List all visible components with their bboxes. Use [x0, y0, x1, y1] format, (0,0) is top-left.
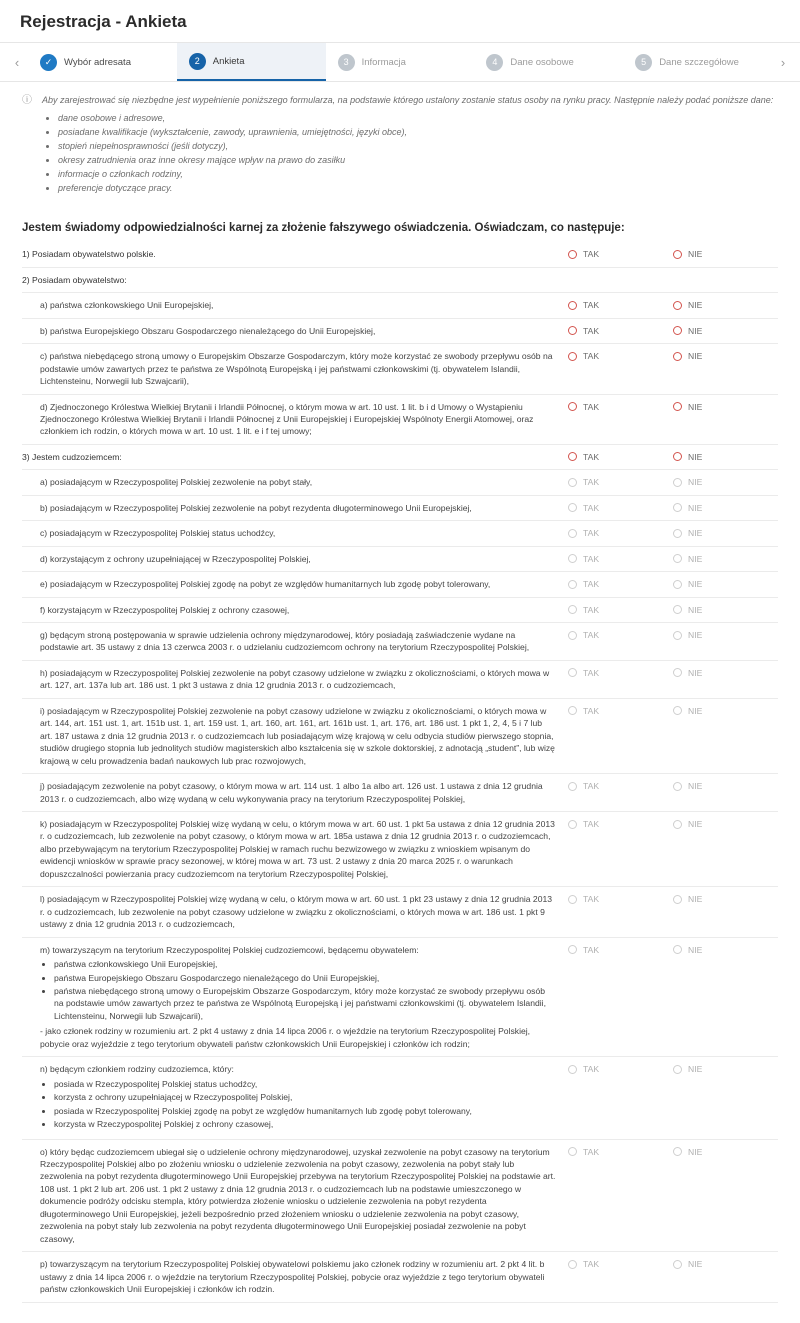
radio-circle-icon [568, 301, 577, 310]
radio-q3l-no [673, 894, 778, 904]
radio-circle-icon [568, 605, 577, 614]
radio-q1-yes[interactable] [568, 249, 673, 259]
question-options [568, 350, 778, 361]
wizard-stepper [0, 42, 800, 82]
question-text: d) Zjednoczonego Królestwa Wielkiej Brytanii i Irlandii Północnej, o którym mowa w art. 10 ust. 1 lit. b i d Umowy o Wystąpieniu Zjednoczonego Królestwa Wielkiej Brytanii i Irlandii Północnej z Unii Europejskiej i Europejskiej Wspólnoty Energii Atomowej, oraz członkiem ich rodzin, o których mowa w art. 10 ust. 1 lit. e i f tej umowy; [40, 401, 534, 437]
radio-circle-icon [673, 478, 682, 487]
question-row [22, 812, 778, 887]
question-text: l) posiadającym w Rzeczypospolitej Polskiej wizę wydaną w celu, o którym mowa w art. 60 ust. 1 pkt 23 ustawy z dnia 12 grudnia 2013 r. o cudzoziemcach, lub zezwolenie na pobyt czasowy udzielone w związku z okolicznościami, o których mowa w art. 186 ust. 1 pkt 9 ustawy z dnia 12 grudnia 2013 r. o cudzoziemcach, [40, 894, 553, 930]
question-text: m) towarzyszącym na terytorium Rzeczypospolitej Polskiej cudzoziemcowi, będącemu obywatelem: • państwa członkowskiego Unii Europejskiej, • państwa Europejskiego Obszaru Gospodarczego nienależącego do Unii Europejskiej, • państwa niebędącego stroną umowy o Europejskim Obszarze Gospodarczym, który może korzystać ze swobody przepływu osób na podstawie umów zawartych przez te państwa ze Wspólnotą Europejską i jej państwami członkowskimi (tj. obywatelem Islandii, Lichtensteinu, Norwegii lub Szwajcarii), - jako członek rodziny w rozumieniu art. 2 pkt 4 ustawy z dnia 14 lipca 2006 r. o wjeździe na terytorium Rzeczypospolitej Polskiej, pobycie oraz wyjeździe z tego terytorium obywateli państw członkowskich Unii Europejskiej i członków ich rodzin; [22, 944, 568, 1051]
radio-label: TAK [583, 401, 600, 412]
info-note-body [42, 94, 773, 196]
radio-q3o-no [673, 1147, 778, 1157]
radio-label: NIE [688, 553, 703, 564]
question-sublist-item: • państwa Europejskiego Obszaru Gospodarczego nienależącego do Unii Europejskiej, [54, 972, 556, 984]
question-options [568, 1146, 778, 1157]
info-note-item: • stopień niepełnosprawności (jeśli dotyczy), [58, 140, 773, 153]
radio-label: TAK [583, 944, 600, 955]
radio-label: TAK [583, 705, 600, 716]
step-label-1: Wybór adresata [64, 56, 131, 68]
radio-q3n-no [673, 1064, 778, 1074]
radio-circle-icon [568, 529, 577, 538]
radio-label: TAK [583, 1064, 600, 1075]
radio-circle-icon [568, 945, 577, 954]
radio-q2a-yes[interactable] [568, 300, 673, 310]
info-note-list [42, 112, 773, 195]
radio-circle-icon [568, 706, 577, 715]
radio-circle-icon [673, 820, 682, 829]
question-text: j) posiadającym zezwolenie na pobyt czasowy, o którym mowa w art. 114 ust. 1 albo 1a albo art. 126 ust. 1 ustawa z dnia 12 grudnia 2013 r. o cudzoziemcach, albo wizę wydaną w celu wykonywania pracy na terytorium Rzeczypospolitej Polskiej, [40, 781, 543, 804]
declaration-heading: Jestem świadomy odpowiedzialności karnej za złożenie fałszywego oświadczenia. Oświadczam, co następuje: [22, 222, 625, 235]
radio-label: NIE [688, 351, 703, 362]
radio-label: NIE [688, 1259, 703, 1270]
radio-circle-icon [568, 580, 577, 589]
radio-q3p-yes [568, 1259, 673, 1269]
question-row [22, 572, 778, 597]
radio-label: TAK [583, 819, 600, 830]
page-title: Rejestracja - Ankieta [20, 12, 187, 31]
radio-label: NIE [688, 325, 703, 336]
question-text: b) posiadającym w Rzeczypospolitej Polskiej zezwolenie na pobyt rezydenta długoterminowego Unii Europejskiej, [40, 502, 472, 513]
radio-circle-icon [673, 554, 682, 563]
question-row [22, 774, 778, 812]
radio-q3-yes[interactable] [568, 452, 673, 462]
radio-label: NIE [688, 630, 703, 641]
radio-q3c-yes [568, 528, 673, 538]
question-row [22, 1057, 778, 1139]
question-row [22, 521, 778, 546]
question-options [568, 893, 778, 904]
question-sublist-item: • państwa niebędącego stroną umowy o Europejskim Obszarze Gospodarczym, który może korzystać ze swobody przepływu osób na podstawie umów zawartych przez te państwa ze Wspólnotą Europejską i jej państwami członkowskimi (tj. obywatelem Islandii, Lichtensteinu, Norwegii lub Szwajcarii), [54, 985, 556, 1022]
radio-label: TAK [583, 502, 600, 513]
question-sublist-item: • korzysta w Rzeczypospolitej Polskiej z ochrony czasowej, [54, 1118, 556, 1130]
radio-q2a-no[interactable] [673, 300, 778, 310]
radio-q3l-yes [568, 894, 673, 904]
question-text: e) posiadającym w Rzeczypospolitej Polskiej zgodę na pobyt ze względów humanitarnych lub zgodę pobyt tolerowany, [40, 579, 491, 590]
question-row [22, 496, 778, 521]
radio-q3j-no [673, 781, 778, 791]
question-row [22, 319, 778, 344]
question-options [568, 451, 778, 462]
radio-label: NIE [688, 667, 703, 678]
radio-q3a-no [673, 477, 778, 487]
question-row [22, 1140, 778, 1253]
radio-label: NIE [688, 819, 703, 830]
question-options [568, 325, 778, 336]
question-options [568, 667, 778, 678]
question-row [22, 445, 778, 470]
question-options [568, 1258, 778, 1269]
question-text: o) który będąc cudzoziemcem ubiegał się o udzielenie ochrony międzynarodowej, uzyskał zezwolenie na pobyt czasowy na terytorium Rzeczypospolitej Polskiej albo po złożeniu wniosku o udzielenie zezwolenia na pobyt czasowy, zezwolenia na pobyt stały lub zezwolenia na pobyt rezydenta długoterminowego Unii Europejskiej przebywa na terytorium Rzeczypospolitej Polskiej na podstawie art. 108 ust. 1 pkt 2 lub art. 206 ust. 1 pkt 2 ustawy z dnia 12 grudnia 2013 r. o cudzoziemcach lub na podstawie umieszczonego w dokumencie podróży odcisku stempla, który potwierdza złożenie wniosku o udzielenie zezwolenia na pobyt rezydenta długoterminowego Unii Europejskiej, jeżeli bezpośrednio przed złożeniem wniosku o udzielenie zezwolenia na pobyt czasowy, zezwolenia na pobyt stały lub zezwolenia na pobyt rezydenta długoterminowego Unii Europejskiej posiadał zezwolenie na pobyt czasowy, [40, 1146, 556, 1244]
info-note-item: • dane osobowe i adresowe, [58, 112, 773, 125]
question-sublist-item: • posiada w Rzeczypospolitej Polskiej status uchodźcy, [54, 1078, 556, 1090]
info-note-item: • informacje o członkach rodziny, [58, 168, 773, 181]
radio-circle-icon [568, 402, 577, 411]
radio-circle-icon [673, 352, 682, 361]
radio-label: TAK [583, 579, 600, 590]
step-badge-4: 4 [486, 54, 503, 71]
step-badge-3: 3 [338, 54, 355, 71]
radio-circle-icon [673, 529, 682, 538]
radio-label: TAK [583, 630, 600, 641]
question-row [22, 623, 778, 661]
radio-circle-icon [673, 631, 682, 640]
radio-circle-icon [568, 326, 577, 335]
radio-label: NIE [688, 579, 703, 590]
question-sublist [40, 958, 556, 1022]
question-sublist-item: • posiada w Rzeczypospolitej Polskiej zgodę na pobyt ze względów humanitarnych lub zgodę pobyt tolerowany, [54, 1105, 556, 1117]
radio-circle-icon [673, 1065, 682, 1074]
info-note [0, 82, 800, 200]
step-label-2: Ankieta [212, 55, 245, 67]
question-text: p) towarzyszącym na terytorium Rzeczypospolitej Polskiej obywatelowi polskiemu jako członek rodziny w rozumieniu art. 2 pkt 4 lit. b ustawy z dnia 14 lipca 2006 r. o wjeździe na terytorium Rzeczypospolitej Polskiej, pobycie oraz wyjeździe z tego terytorium obywateli państw członkowskich Unii Europejskiej i członków ich rodzin. [40, 1259, 545, 1295]
radio-q3i-yes [568, 706, 673, 716]
question-text: d) korzystającym z ochrony uzupełniającej w Rzeczypospolitej Polskiej, [40, 553, 311, 564]
question-text: a) posiadającym w Rzeczypospolitej Polskiej zezwolenie na pobyt stały, [40, 477, 313, 488]
info-note-item: • okresy zatrudnienia oraz inne okresy mające wpływ na prawo do zasiłku [58, 154, 773, 167]
radio-q3-no[interactable] [673, 452, 778, 462]
step-badge-5: 5 [635, 54, 652, 71]
question-text: a) państwa członkowskiego Unii Europejskiej, [40, 300, 214, 311]
question-row [22, 1252, 778, 1302]
question-text: c) państwa niebędącego stroną umowy o Europejskim Obszarze Gospodarczym, który może korzystać ze swobody przepływu osób na podstawie umów zawartych przez te państwa ze Wspólnotą Europejską i jej państwami członkowskimi (tj. obywatelem Islandii, Lichtensteinu, Norwegii lub Szwajcarii), [40, 351, 553, 387]
question-row [22, 547, 778, 572]
radio-q2d-no[interactable] [673, 402, 778, 412]
radio-circle-icon [673, 945, 682, 954]
question-row [22, 395, 778, 445]
radio-q3b-no [673, 503, 778, 513]
radio-circle-icon [568, 668, 577, 677]
step-ankieta[interactable] [177, 43, 326, 81]
question-row [22, 661, 778, 699]
radio-label: TAK [583, 781, 600, 792]
question-sublist-item: • państwa członkowskiego Unii Europejskiej, [54, 958, 556, 970]
radio-q3f-no [673, 605, 778, 615]
radio-label: NIE [688, 604, 703, 615]
step-label-3: Informacja [361, 56, 406, 68]
question-text: 2) Posiadam obywatelstwo: [22, 274, 127, 285]
radio-label: TAK [583, 894, 600, 905]
question-text: c) posiadającym w Rzeczypospolitej Polskiej status uchodźcy, [40, 528, 276, 539]
radio-q3m-no [673, 945, 778, 955]
radio-q2b-yes[interactable] [568, 326, 673, 336]
radio-circle-icon [673, 1260, 682, 1269]
radio-circle-icon [673, 503, 682, 512]
radio-q2c-no[interactable] [673, 351, 778, 361]
radio-circle-icon [568, 1065, 577, 1074]
question-options [568, 274, 778, 275]
question-text: i) posiadającym w Rzeczypospolitej Polskiej zezwolenie na pobyt czasowy udzielone w związku z okolicznościami, o których mowa w art. 144, art. 151 ust. 1, art. 151b ust. 1, art. 159 ust. 1, art. 160, art. 161, art. 161b ust. 1, art. 176, art. 186 ust. 1 pkt 1, 2, 4, 5 i 7 lub art. 187 ustawa z dnia 12 grudnia 2013 r. o cudzoziemcach lub posiadającym wizę krajową w celu odbycia studiów pierwszego stopnia, studiów drugiego stopnia lub jednolitych studiów magisterskich albo kształcenia się w szkole doktorskiej, z adnotacją „student”, lub wizę krajową w celu prowadzenia badań naukowych lub prac rozwojowych, [40, 705, 555, 766]
radio-circle-icon [568, 352, 577, 361]
question-row [22, 598, 778, 623]
radio-circle-icon [673, 301, 682, 310]
question-text: g) będącym stroną postępowania w sprawie udzielenia ochrony międzynarodowej, który posiadają zaświadczenie wydane na podstawie art. 35 ustawy z dnia 13 czerwca 2003 r. o udzielaniu cudzoziemcom ochrony na terytorium Rzeczypospolitej Polskiej, [40, 630, 530, 653]
question-row [22, 242, 778, 267]
radio-circle-icon [673, 605, 682, 614]
radio-q3d-no [673, 554, 778, 564]
radio-q3j-yes [568, 781, 673, 791]
chevron-right-icon[interactable]: › [780, 54, 786, 70]
question-options [568, 629, 778, 640]
radio-label: TAK [583, 1146, 600, 1157]
radio-circle-icon [568, 631, 577, 640]
radio-q3k-no [673, 819, 778, 829]
question-row [22, 699, 778, 774]
radio-q3i-no [673, 706, 778, 716]
radio-circle-icon [568, 1260, 577, 1269]
radio-q2d-yes[interactable] [568, 402, 673, 412]
radio-q3h-yes [568, 668, 673, 678]
radio-q2b-no[interactable] [673, 326, 778, 336]
radio-q3e-no [673, 579, 778, 589]
question-options [568, 578, 778, 589]
question-options [568, 527, 778, 538]
question-text: b) państwa Europejskiego Obszaru Gospodarczego nienależącego do Unii Europejskiej, [40, 325, 376, 336]
radio-circle-icon [568, 554, 577, 563]
radio-q3d-yes [568, 554, 673, 564]
radio-label: NIE [688, 1146, 703, 1157]
radio-q3g-yes [568, 630, 673, 640]
step-list [28, 43, 772, 81]
question-options [568, 248, 778, 259]
radio-label: NIE [688, 502, 703, 513]
radio-label: NIE [688, 300, 703, 311]
radio-label: TAK [583, 667, 600, 678]
radio-label: NIE [688, 451, 703, 462]
radio-label: NIE [688, 781, 703, 792]
radio-label: TAK [583, 553, 600, 564]
question-row [22, 344, 778, 394]
question-text: n) będącym członkiem rodziny cudzoziemca, który: • posiada w Rzeczypospolitej Polskiej status uchodźcy, • korzysta z ochrony uzupełniającej w Rzeczypospolitej Polskiej, • posiada w Rzeczypospolitej Polskiej zgodę na pobyt ze względów humanitarnych lub zgodę pobyt tolerowany, • korzysta w Rzeczypospolitej Polskiej z ochrony czasowej, [22, 1063, 568, 1132]
radio-q3h-no [673, 668, 778, 678]
info-icon: ⓘ [22, 95, 32, 106]
radio-circle-icon [673, 250, 682, 259]
radio-q3b-yes [568, 503, 673, 513]
info-note-intro: Aby zarejestrować się niezbędne jest wypełnienie poniższego formularza, na podstawie którego ustalony zostanie status osoby na rynku pracy. Następnie należy podać poniższe dane: [42, 95, 774, 105]
radio-circle-icon [673, 668, 682, 677]
question-options [568, 780, 778, 791]
radio-circle-icon [568, 1147, 577, 1156]
radio-q3e-yes [568, 579, 673, 589]
radio-circle-icon [568, 895, 577, 904]
question-options [568, 604, 778, 615]
question-options [568, 818, 778, 829]
radio-circle-icon [568, 250, 577, 259]
question-options [568, 944, 778, 955]
radio-circle-icon [673, 706, 682, 715]
radio-label: NIE [688, 401, 703, 412]
question-options [568, 476, 778, 487]
radio-label: TAK [583, 249, 600, 260]
radio-circle-icon [673, 782, 682, 791]
radio-circle-icon [568, 452, 577, 461]
radio-q3g-no [673, 630, 778, 640]
step-label-5: Dane szczegółowe [659, 56, 739, 68]
radio-q3f-yes [568, 605, 673, 615]
radio-label: TAK [583, 300, 600, 311]
radio-label: TAK [583, 528, 600, 539]
radio-label: NIE [688, 894, 703, 905]
radio-label: TAK [583, 477, 600, 488]
step-informacja[interactable] [326, 43, 475, 81]
radio-label: NIE [688, 477, 703, 488]
chevron-left-icon[interactable]: ‹ [14, 54, 20, 70]
radio-label: TAK [583, 451, 600, 462]
radio-circle-icon [673, 326, 682, 335]
info-note-item: • preferencje dotyczące pracy. [58, 182, 773, 195]
question-text: 3) Jestem cudzoziemcem: [22, 451, 122, 462]
question-sublist-item: • korzysta z ochrony uzupełniającej w Rzeczypospolitej Polskiej, [54, 1091, 556, 1103]
question-row [22, 887, 778, 937]
question-options [568, 553, 778, 564]
radio-label: NIE [688, 705, 703, 716]
info-note-item: • posiadane kwalifikacje (wykształcenie, zawody, uprawnienia, umiejętności, języki obce), [58, 126, 773, 139]
question-options [568, 705, 778, 716]
radio-q3n-yes [568, 1064, 673, 1074]
radio-circle-icon [568, 503, 577, 512]
radio-q3c-no [673, 528, 778, 538]
radio-q2c-yes[interactable] [568, 351, 673, 361]
question-text: 1) Posiadam obywatelstwo polskie. [22, 249, 156, 260]
radio-circle-icon [673, 402, 682, 411]
radio-q3o-yes [568, 1147, 673, 1157]
question-options [568, 299, 778, 310]
questions-table [0, 242, 800, 1322]
radio-circle-icon [673, 452, 682, 461]
radio-q3m-yes [568, 945, 673, 955]
radio-q3a-yes [568, 477, 673, 487]
radio-circle-icon [568, 782, 577, 791]
step-badge-1: ✓ [40, 54, 57, 71]
question-tail-text: - jako członek rodziny w rozumieniu art. 2 pkt 4 ustawy z dnia 14 lipca 2006 r. o wjeździe na terytorium Rzeczypospolitej Polskiej, pobycie oraz wyjeździe z tego terytorium obywateli państw członkowskich Unii Europejskiej i członków ich rodzin; [40, 1026, 531, 1049]
question-row [22, 268, 778, 293]
radio-circle-icon [673, 895, 682, 904]
question-options [568, 401, 778, 412]
radio-circle-icon [673, 1147, 682, 1156]
step-badge-2: 2 [189, 53, 206, 70]
step-dane-szczegolowe[interactable] [623, 43, 772, 81]
step-label-4: Dane osobowe [510, 56, 574, 68]
question-row [22, 293, 778, 318]
radio-q3k-yes [568, 819, 673, 829]
radio-circle-icon [568, 478, 577, 487]
radio-label: TAK [583, 1259, 600, 1270]
radio-q3p-no [673, 1259, 778, 1269]
question-text: f) korzystającym w Rzeczypospolitej Polskiej z ochrony czasowej, [40, 604, 290, 615]
step-dane-osobowe[interactable] [474, 43, 623, 81]
question-sublist [40, 1078, 556, 1131]
radio-label: NIE [688, 1064, 703, 1075]
radio-label: NIE [688, 944, 703, 955]
question-options [568, 502, 778, 513]
radio-circle-icon [568, 820, 577, 829]
radio-label: TAK [583, 325, 600, 336]
question-text: h) posiadającym w Rzeczypospolitej Polskiej zezwolenie na pobyt czasowy udzielone w związku z okolicznościami, o których mowa w art. 127, art. 137a lub art. 186 ust. 1 pkt 3 ustawa z dnia 12 grudnia 2013 r. o cudzoziemcach, [40, 667, 550, 691]
step-wybor-adresata[interactable] [28, 43, 177, 81]
radio-label: NIE [688, 249, 703, 260]
question-options [568, 1063, 778, 1074]
question-row [22, 938, 778, 1058]
radio-label: NIE [688, 528, 703, 539]
question-row [22, 470, 778, 495]
radio-q1-no[interactable] [673, 249, 778, 259]
question-text: k) posiadającym w Rzeczypospolitej Polskiej wizę wydaną w celu, o którym mowa w art. 60 ust. 1 pkt 5a ustawa z dnia 12 grudnia 2013 r. o cudzoziemcach, lub zezwolenie na pobyt czasowy, o którym mowa w art. 185a ustawa z dnia 12 grudnia 2013 r. o cudzoziemcach, albo przebywającym na terytorium Rzeczypospolitej Polskiej w ramach ruchu bezwizowego w związku z wnioskiem wpisanym do ewidencji wniosków w sprawie pracy sezonowej, w której mowa w art. 73 ust. 2 ustawy z dnia 20 marca 2025 r. o warunkach dopuszczalności powierzania pracy cudzoziemcom na terytorium Rzeczypospolitej Polskiej, [40, 819, 555, 879]
radio-label: TAK [583, 351, 600, 362]
radio-circle-icon [673, 580, 682, 589]
radio-label: TAK [583, 604, 600, 615]
